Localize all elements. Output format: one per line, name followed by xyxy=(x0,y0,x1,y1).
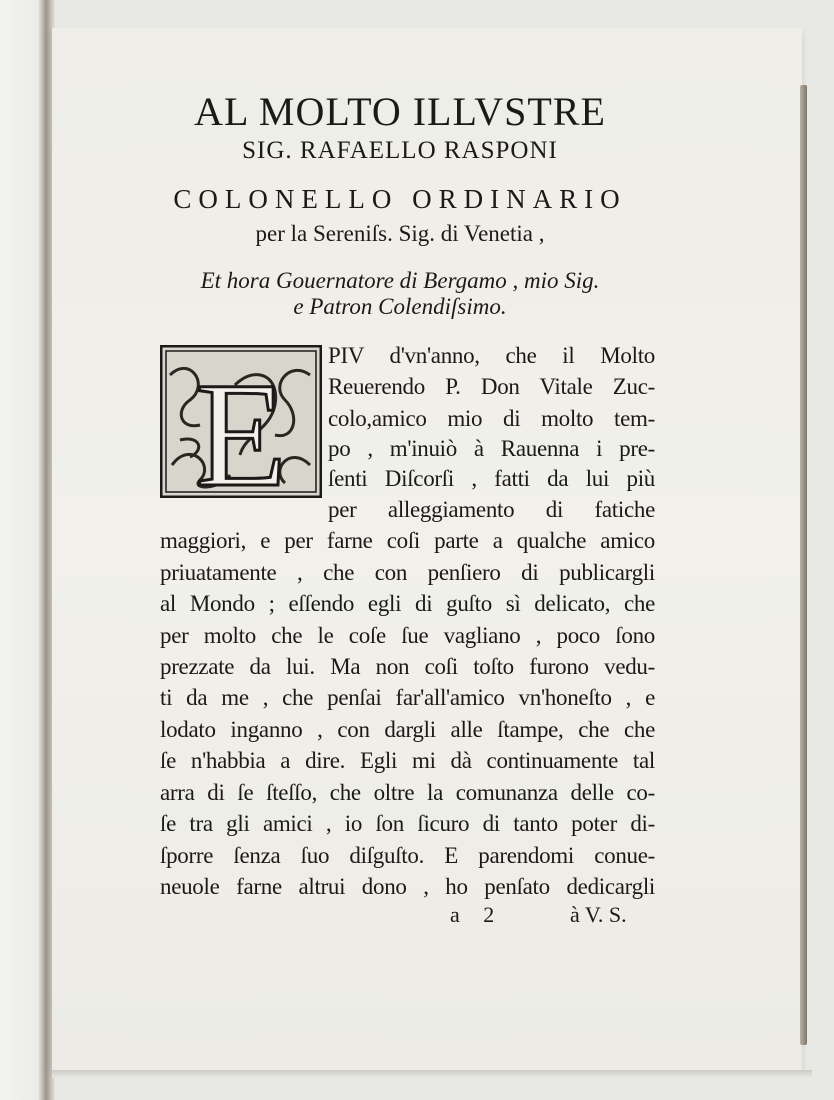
heading-italic-2: e Patron Colendiſsimo. xyxy=(293,294,507,319)
heading-line-3: COLONELLO ORDINARIO xyxy=(173,184,627,214)
text-line: ſporre ſenza ſuo diſguſto. E parendomi conue- xyxy=(160,843,655,868)
page-bottom-shadow xyxy=(52,1070,812,1078)
heading-italic-1: Et hora Gouernatore di Bergamo , mio Sig. xyxy=(200,268,600,293)
text-line: ſenti Diſcorſi , fatti da lui più xyxy=(328,466,655,491)
text-line: Reuerendo P. Don Vitale Zuc- xyxy=(328,374,655,399)
ornamental-drop-cap xyxy=(160,345,322,498)
catchword: à V. S. xyxy=(570,902,627,927)
text-line: prezzate da lui. Ma non coſi toſto furono vedu- xyxy=(160,654,655,679)
text-line: per alleggiamento di fatiche xyxy=(328,497,655,522)
page-edge xyxy=(800,85,807,1045)
text-line: ti da me , che penſai far'all'amico vn'honeſto , e xyxy=(160,685,655,710)
text-line: maggiori, e per farne coſi parte a qualche amico xyxy=(160,528,655,553)
text-line: PIV d'vn'anno, che il Molto xyxy=(328,343,655,368)
text-line: per molto che le coſe ſue vagliano , poco ſono xyxy=(160,623,655,648)
text-line: ſe n'habbia a dire. Egli mi dà continuamente tal xyxy=(160,748,655,773)
drop-cap-letter: E xyxy=(195,352,287,498)
text-line: arra di ſe ſteſſo, che oltre la comunanza delle co- xyxy=(160,780,655,805)
text-line: po , m'inuiò à Rauenna i pre- xyxy=(328,436,655,461)
text-line: colo,amico mio di molto tem- xyxy=(328,406,655,431)
signature-mark: a 2 xyxy=(450,902,495,927)
text-line: priuatamente , che con penſiero di publicargli xyxy=(160,560,655,585)
heading-line-2: SIG. RAFAELLO RASPONI xyxy=(242,137,558,164)
text-line: al Mondo ; eſſendo egli di guſto sì delicato, che xyxy=(160,591,655,616)
heading-line-4: per la Sereniſs. Sig. di Venetia , xyxy=(255,221,545,246)
text-line: neuole farne altrui dono , ho penſato dedicargli xyxy=(160,874,655,899)
text-line: lodato inganno , con dargli alle ſtampe, che che xyxy=(160,717,655,742)
heading-line-1: AL MOLTO ILLVSTRE xyxy=(194,89,606,134)
book-gutter xyxy=(0,0,56,1100)
text-line: ſe tra gli amici , io ſon ſicuro di tanto poter di- xyxy=(160,811,655,836)
